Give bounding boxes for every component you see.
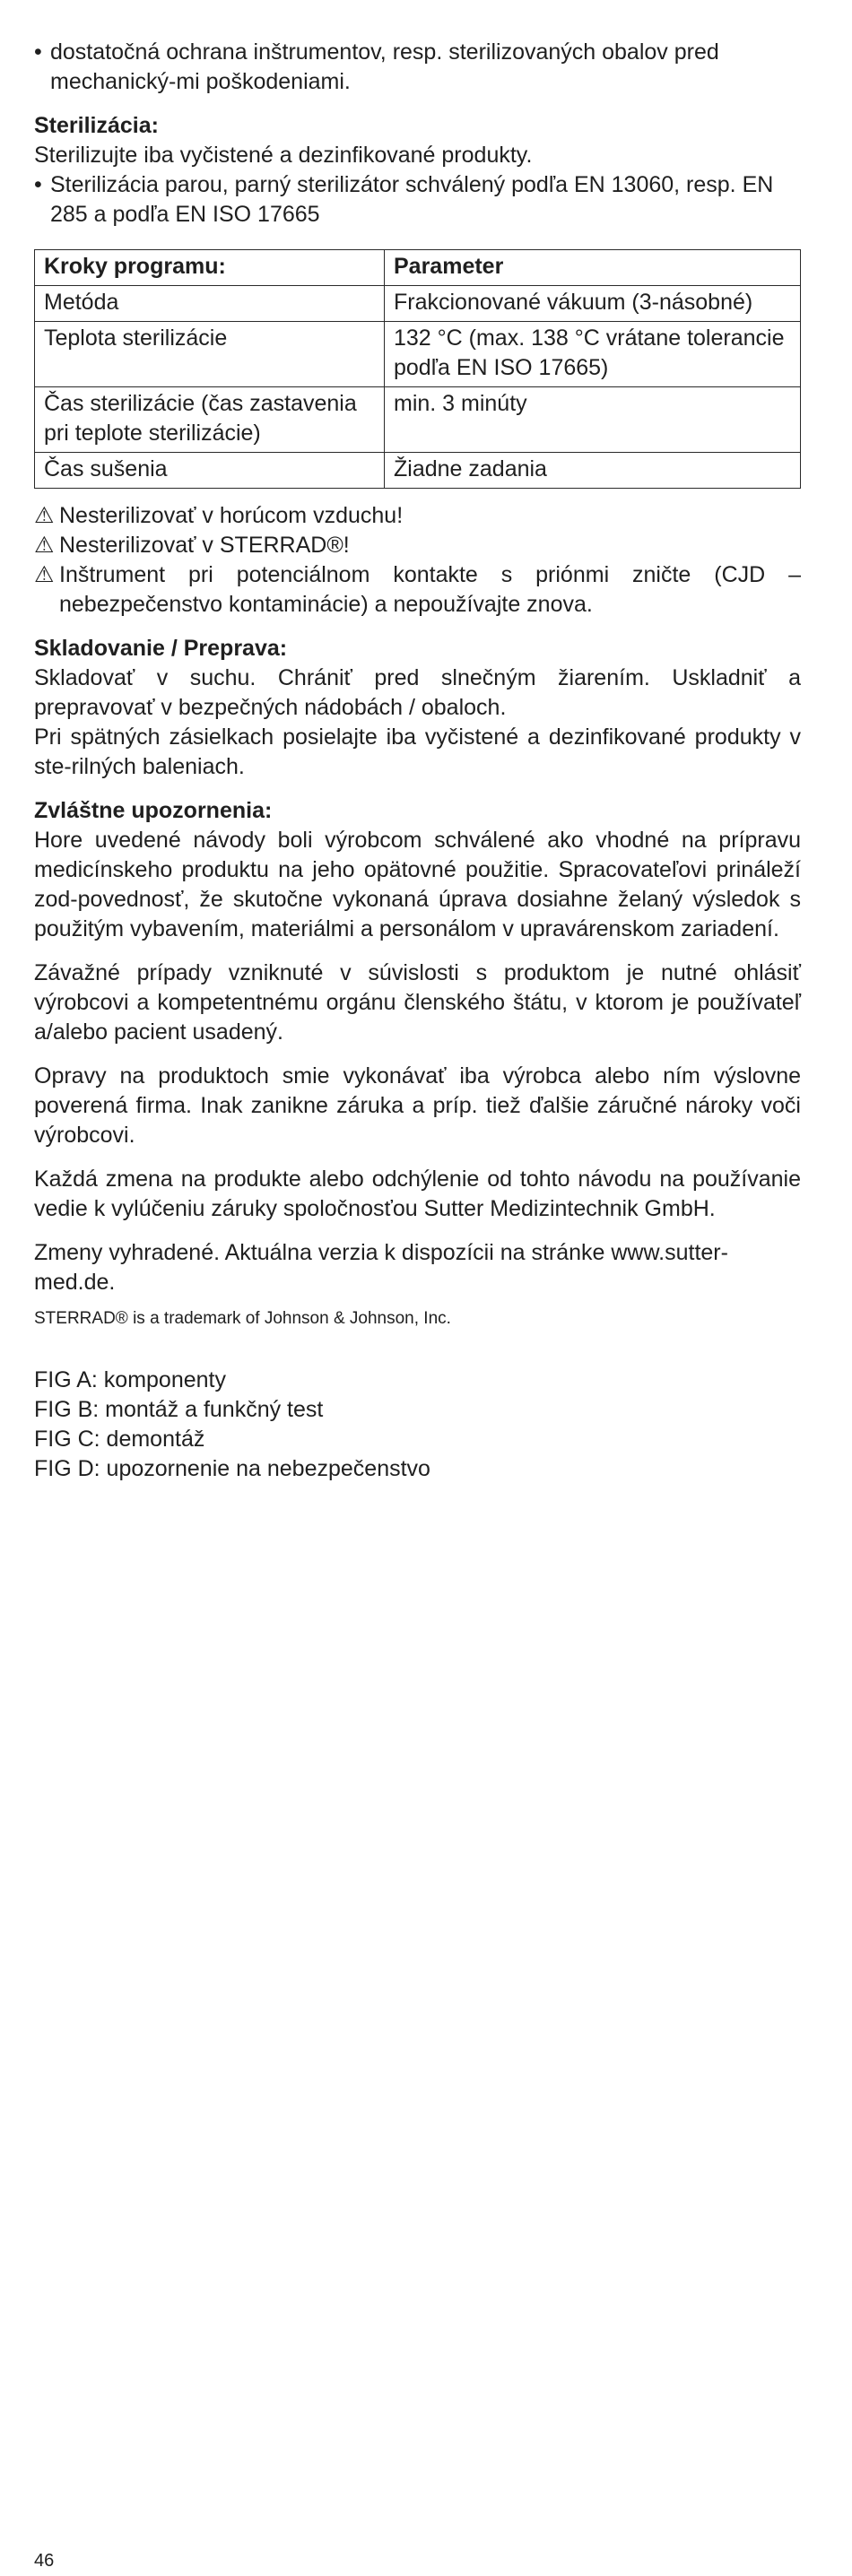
warning-text: Inštrument pri potenciálnom kontakte s priónmi zničte (CJD – nebezpečenstvo kontaminácie) a nepoužívajte znova.: [59, 562, 801, 617]
warning-icon: ⚠: [34, 562, 55, 587]
table-cell: 132 °C (max. 138 °C vrátane tolerancie podľa EN ISO 17665): [385, 322, 801, 387]
figure-item: FIG D: upozornenie na nebezpečenstvo: [34, 1456, 430, 1481]
table-header-cell: Parameter: [385, 250, 801, 286]
table-row: [35, 322, 801, 387]
warning-icon: ⚠: [34, 503, 55, 528]
warning-icon: ⚠: [34, 533, 55, 558]
sterilization-bullet: • Sterilizácia parou, parný sterilizátor schválený podľa EN 13060, resp. EN 285 a podľa EN ISO 17665: [34, 170, 801, 230]
storage-heading: Skladovanie / Preprava:: [34, 636, 288, 661]
storage-paragraph: Skladovať v suchu. Chrániť pred slnečným žiarením. Uskladniť a prepravovať v bezpečných nádobách / obaloch.: [34, 665, 801, 720]
warning-item: [34, 501, 801, 531]
program-steps-table: [34, 249, 801, 489]
table-header-row: [35, 250, 801, 286]
table-cell: Teplota sterilizácie: [35, 322, 385, 387]
storage-paragraph: Pri spätných zásielkach posielajte iba vyčistené a dezinfikované produkty v ste-rilných baleniach.: [34, 724, 801, 779]
special-notes-paragraph: Zmeny vyhradené. Aktuálna verzia k dispozícii na stránke www.sutter-med.de.: [34, 1240, 728, 1295]
table-cell: Čas sterilizácie (čas zastavenia pri teplote sterilizácie): [35, 387, 385, 453]
trademark-note: STERRAD® is a trademark of Johnson & Johnson, Inc.: [34, 1309, 451, 1328]
special-notes-paragraph: Hore uvedené návody boli výrobcom schválené ako vhodné na prípravu medicínskeho produktu na jeho opätovné použitie. Spracovateľovi prináleží zod-povednosť, že skutočne vykonaná úprava dosiahne želaný výsledok s použitým vybavením, materiálmi a personálom v upravárenskom zariadení.: [34, 828, 801, 941]
intro-bullet: • dostatočná ochrana inštrumentov, resp. sterilizovaných obalov pred mechanický-mi poškodeniami.: [34, 38, 801, 97]
table-row: [35, 387, 801, 453]
table-cell: Metóda: [35, 286, 385, 322]
special-notes-paragraph: Závažné prípady vzniknuté v súvislosti s produktom je nutné ohlásiť výrobcovi a kompetentnému orgánu členského štátu, v ktorom je používateľ a/alebo pacient usadený.: [34, 960, 801, 1045]
document-page: [34, 38, 801, 1484]
page-number: 46: [34, 2551, 55, 2571]
special-notes-paragraph: Opravy na produktoch smie vykonávať iba výrobca alebo ním výslovne poverená firma. Inak zanikne záruka a príp. tiež ďalšie záručné nároky voči výrobcovi.: [34, 1063, 801, 1148]
figure-item: FIG B: montáž a funkčný test: [34, 1397, 324, 1422]
table-header-cell: Kroky programu:: [35, 250, 385, 286]
warning-text: Nesterilizovať v horúcom vzduchu!: [59, 503, 404, 528]
warning-item: [34, 531, 801, 560]
warning-text: Nesterilizovať v STERRAD®!: [59, 533, 350, 558]
table-cell: Frakcionované vákuum (3-násobné): [385, 286, 801, 322]
table-row: [35, 286, 801, 322]
sterilization-heading: Sterilizácia:: [34, 113, 159, 138]
special-notes-heading: Zvláštne upozornenia:: [34, 798, 273, 823]
warning-item: [34, 560, 801, 620]
table-cell: min. 3 minúty: [385, 387, 801, 453]
table-cell: Čas sušenia: [35, 453, 385, 489]
sterilization-text: Sterilizujte iba vyčistené a dezinfikované produkty.: [34, 143, 533, 168]
figure-list: [34, 1366, 801, 1484]
special-notes-paragraph: Každá zmena na produkte alebo odchýlenie od tohto návodu na používanie vedie k vylúčeniu záruky spoločnosťou Sutter Medizintechnik GmbH.: [34, 1167, 801, 1221]
table-row: [35, 453, 801, 489]
figure-item: FIG A: komponenty: [34, 1367, 226, 1392]
figure-item: FIG C: demontáž: [34, 1427, 205, 1452]
table-cell: Žiadne zadania: [385, 453, 801, 489]
